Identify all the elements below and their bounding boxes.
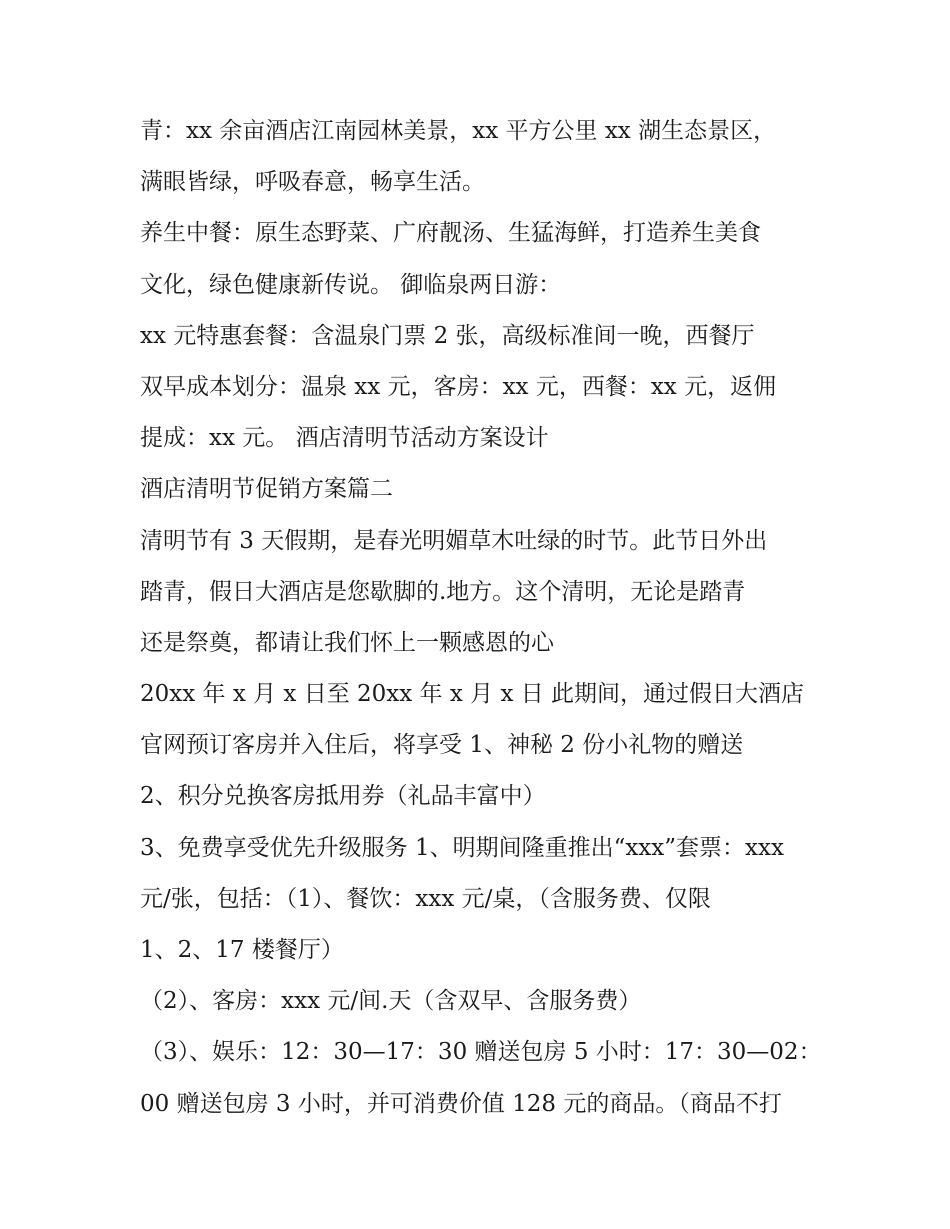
text-line-10: 踏青，假日大酒店是您歇脚的.地方。这个清明，无论是踏青 — [140, 578, 746, 605]
text-line-17: 1、2、17 楼餐厅） — [140, 937, 344, 963]
text-line-19: （3）、娱乐：12：30—17：30 赠送包房 5 小时：17：30—02： — [140, 1039, 822, 1066]
text-line-9: 清明节有 3 天假期，是春光明媚草木吐绿的时节。此节日外出 — [140, 527, 768, 554]
text-line-20: 00 赠送包房 3 小时，并可消费价值 128 元的商品。（商品不打 — [140, 1090, 782, 1117]
section-heading: 酒店清明节促销方案篇二 — [140, 476, 393, 503]
text-line-18: （2）、客房：xxx 元/间.天（含双早、含服务费） — [140, 988, 642, 1015]
text-line-1: 青：xx 余亩酒店江南园林美景，xx 平方公里 xx 湖生态景区， — [140, 118, 777, 144]
text-line-4: 文化，绿色健康新传说。 御临泉两日游： — [140, 271, 562, 298]
text-line-5: xx 元特惠套餐：含温泉门票 2 张，高级标准间一晚，西餐厅 — [140, 322, 755, 349]
text-line-2: 满眼皆绿，呼吸春意，畅享生活。 — [140, 169, 485, 196]
document-body — [140, 106, 840, 1130]
text-line-14: 2、积分兑换客房抵用券（礼品丰富中） — [140, 783, 546, 810]
text-line-12: 20xx 年 x 月 x 日至 20xx 年 x 月 x 日 此期间，通过假日大酒店 — [140, 681, 805, 708]
text-line-13: 官网预订客房并入住后，将享受 1、神秘 2 份小礼物的赠送 — [140, 732, 744, 759]
text-line-15: 3、免费享受优先升级服务 1、明期间隆重推出“xxx”套票：xxx — [140, 834, 784, 861]
text-line-3: 养生中餐：原生态野菜、广府靓汤、生猛海鲜，打造养生美食 — [140, 220, 761, 247]
text-line-6: 双早成本划分：温泉 xx 元，客房：xx 元，西餐：xx 元，返佣 — [140, 373, 777, 400]
text-line-7: 提成：xx 元。 酒店清明节活动方案设计 — [140, 425, 549, 452]
text-line-11: 还是祭奠，都请让我们怀上一颗感恩的心 — [140, 629, 554, 656]
text-line-16: 元/张，包括：（1）、餐饮：xxx 元/桌，（含服务费、仅限 — [140, 885, 711, 912]
